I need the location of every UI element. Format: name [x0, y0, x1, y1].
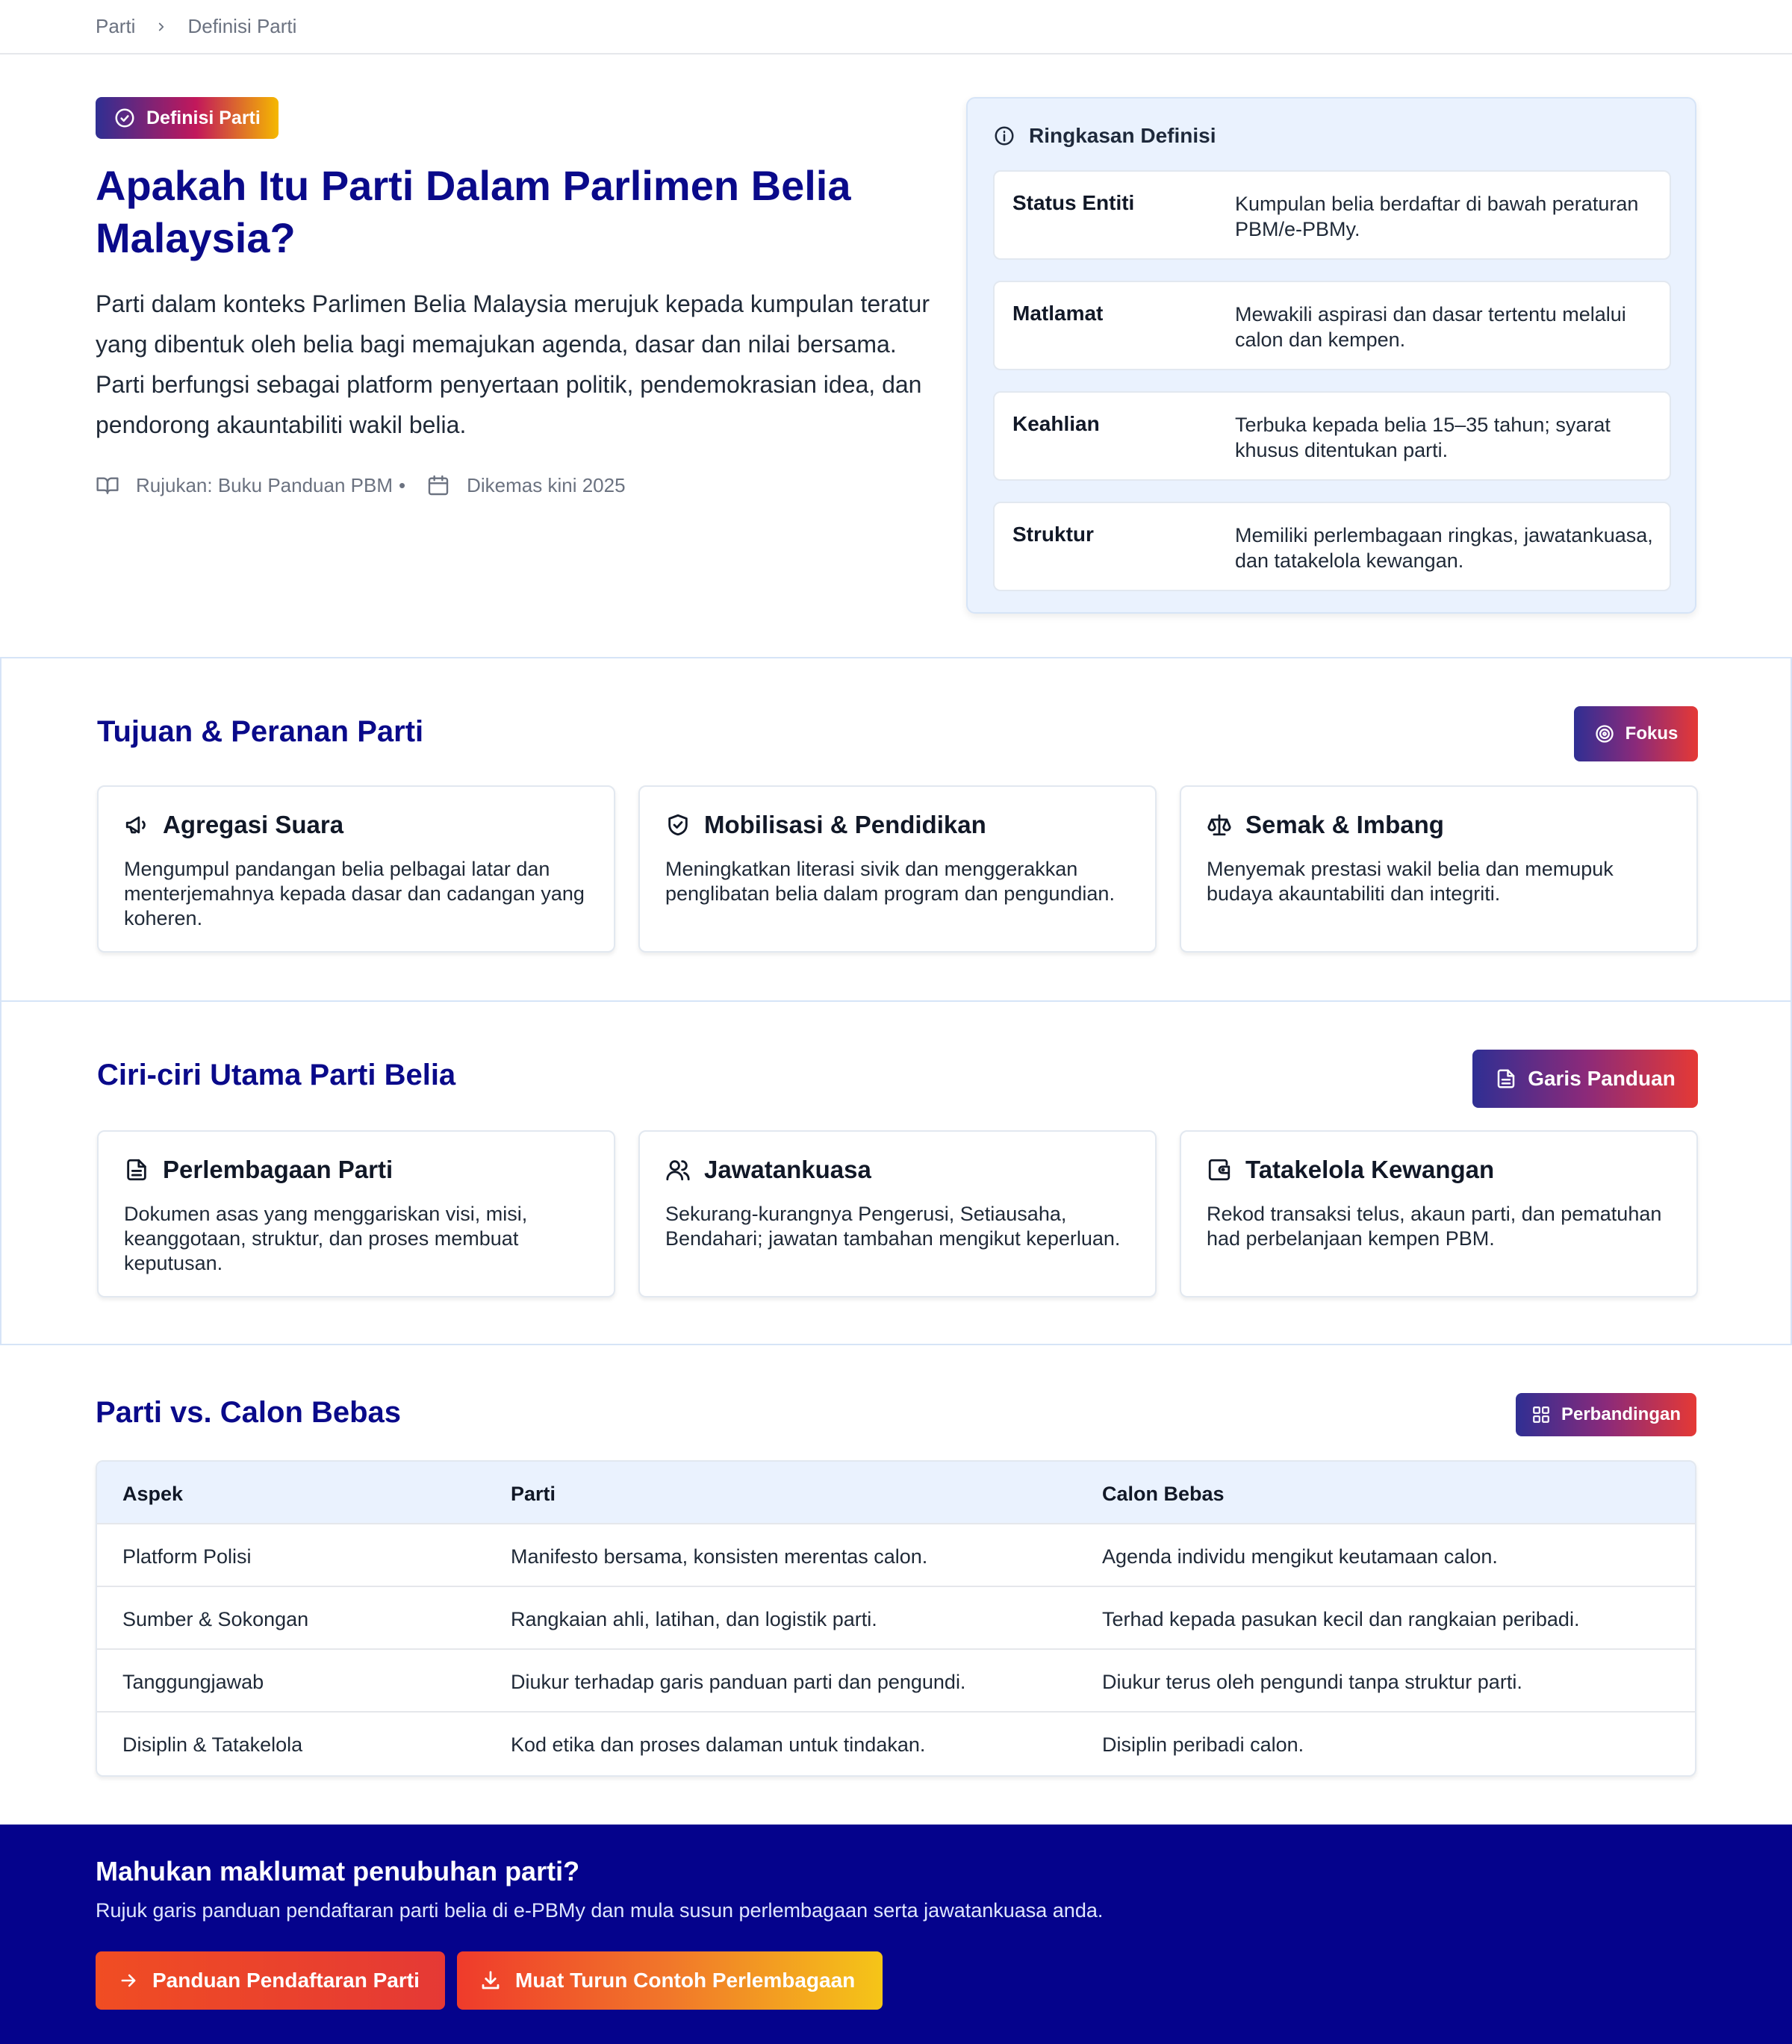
focus-badge — [1574, 706, 1698, 761]
badge-check-icon — [113, 107, 136, 129]
role-card-title: Agregasi Suara — [163, 811, 344, 838]
table-cell: Sumber & Sokongan — [122, 1608, 309, 1630]
comparison-badge — [1516, 1393, 1696, 1436]
page-title: Apakah Itu Parti Dalam Parlimen Belia Malaysia? — [96, 162, 851, 261]
summary-value: Kumpulan belia berdaftar di bawah peraturan PBM/e-PBMy. — [1235, 193, 1639, 240]
reference-text: Rujukan: Buku Panduan PBM — [136, 473, 393, 496]
feature-card-title: Perlembagaan Parti — [163, 1156, 393, 1183]
hero-description: Parti dalam konteks Parlimen Belia Malaysia merujuk kepada kumpulan teratur yang dibentuk oleh belia bagi memajukan agenda, dasar dan nilai bersama. Parti berfungsi sebagai platform penyertaan politik, pendemokrasian idea, dan pendorong akauntabiliti wakil belia. — [96, 290, 930, 438]
updated-text: Dikemas kini 2025 — [467, 473, 626, 496]
focus-badge-label: Fokus — [1625, 723, 1679, 744]
feature-card-title: Jawatankuasa — [704, 1156, 871, 1183]
role-card-title: Semak & Imbang — [1245, 811, 1444, 838]
table-header-cell: Calon Bebas — [1102, 1483, 1225, 1505]
scale-icon — [1207, 812, 1232, 838]
summary-row — [993, 281, 1671, 370]
summary-value: Mewakili aspirasi dan dasar tertentu melalui calon dan kempen. — [1235, 303, 1626, 351]
comparison-badge-label: Perbandingan — [1561, 1404, 1681, 1424]
download-icon — [479, 1969, 502, 1992]
summary-row — [993, 391, 1671, 481]
definition-badge — [96, 97, 279, 139]
table-row — [97, 1587, 1696, 1650]
feature-card — [1180, 1130, 1698, 1297]
arrow-right-icon — [118, 1970, 139, 1991]
table-cell: Kod etika dan proses dalaman untuk tindakan. — [511, 1733, 926, 1756]
feature-card-desc: Rekod transaksi telus, akaun parti, dan pematuhan had perbelanjaan kempen PBM. — [1207, 1203, 1662, 1250]
table-row — [97, 1524, 1696, 1587]
roles-title: Tujuan & Peranan Parti — [97, 715, 424, 748]
document-icon — [124, 1157, 149, 1183]
summary-key: Matlamat — [1012, 302, 1104, 325]
table-cell: Diukur terhadap garis panduan parti dan pengundi. — [511, 1671, 966, 1693]
book-open-icon — [96, 473, 119, 497]
guideline-badge — [1472, 1050, 1698, 1108]
summary-row — [993, 502, 1671, 591]
breadcrumb-root-link[interactable]: Parti — [96, 15, 136, 37]
table-row — [97, 1713, 1696, 1775]
feature-card — [638, 1130, 1157, 1297]
table-cell: Disiplin & Tatakelola — [122, 1733, 303, 1756]
calendar-icon — [426, 473, 450, 497]
roles-section — [0, 657, 1792, 1002]
document-icon — [1495, 1068, 1517, 1090]
table-header-cell: Parti — [511, 1483, 556, 1505]
target-icon — [1594, 723, 1615, 744]
table-cell: Rangkaian ahli, latihan, dan logistik parti. — [511, 1608, 877, 1630]
download-constitution-label: Muat Turun Contoh Perlembagaan — [515, 1969, 856, 1992]
cta-banner — [0, 1825, 1792, 2044]
megaphone-icon — [124, 812, 149, 838]
feature-card — [97, 1130, 615, 1297]
cta-description: Rujuk garis panduan pendaftaran parti belia di e-PBMy dan mula susun perlembagaan serta jawatankuasa anda. — [96, 1899, 1104, 1922]
breadcrumb-current: Definisi Parti — [187, 15, 297, 37]
table-cell: Terhad kepada pasukan kecil dan rangkaian peribadi. — [1102, 1608, 1580, 1630]
role-card — [638, 785, 1157, 953]
comparison-title: Parti vs. Calon Bebas — [96, 1396, 402, 1429]
definition-badge-label: Definisi Parti — [146, 107, 261, 128]
download-constitution-button[interactable] — [457, 1951, 883, 2010]
table-cell: Platform Polisi — [122, 1545, 252, 1568]
role-card-desc: Meningkatkan literasi sivik dan menggerakkan penglibatan belia dalam program dan pengundian. — [665, 858, 1115, 905]
role-card — [97, 785, 615, 953]
features-section — [0, 1000, 1792, 1345]
grid-icon — [1531, 1405, 1551, 1424]
role-card-desc: Menyemak prestasi wakil belia dan memupuk budaya akauntabiliti dan integriti. — [1207, 858, 1614, 905]
summary-key: Status Entiti — [1012, 191, 1135, 214]
chevron-right-icon — [155, 20, 168, 34]
summary-row — [993, 170, 1671, 260]
table-cell: Agenda individu mengikut keutamaan calon. — [1102, 1545, 1498, 1568]
summary-key: Struktur — [1012, 523, 1094, 546]
role-card-title: Mobilisasi & Pendidikan — [704, 811, 986, 838]
table-cell: Tanggungjawab — [122, 1671, 264, 1693]
feature-card-desc: Sekurang-kurangnya Pengerusi, Setiausaha, Bendahari; jawatan tambahan mengikut keperluan. — [665, 1203, 1121, 1250]
table-cell: Diukur terus oleh pengundi tanpa struktur parti. — [1102, 1671, 1522, 1693]
summary-header — [993, 124, 1216, 148]
info-icon — [993, 125, 1015, 147]
comparison-table — [96, 1460, 1696, 1777]
hero-meta — [96, 473, 626, 497]
breadcrumb — [0, 0, 1792, 54]
table-row — [97, 1650, 1696, 1713]
table-cell: Disiplin peribadi calon. — [1102, 1733, 1304, 1756]
role-card-desc: Mengumpul pandangan belia pelbagai latar dan menterjemahnya kepada dasar dan cadangan yang koheren. — [124, 858, 585, 929]
shield-check-icon — [665, 812, 691, 838]
table-header-cell: Aspek — [122, 1483, 184, 1505]
users-icon — [665, 1157, 691, 1183]
summary-key: Keahlian — [1012, 412, 1100, 435]
features-title: Ciri-ciri Utama Parti Belia — [97, 1059, 456, 1091]
summary-title: Ringkasan Definisi — [1029, 124, 1216, 147]
cta-title: Mahukan maklumat penubuhan parti? — [96, 1856, 580, 1886]
feature-card-title: Tatakelola Kewangan — [1245, 1156, 1495, 1183]
table-header-row — [97, 1462, 1696, 1524]
wallet-icon — [1207, 1157, 1232, 1183]
registration-guide-button[interactable] — [96, 1951, 445, 2010]
meta-separator: • — [399, 473, 406, 496]
summary-value: Memiliki perlembagaan ringkas, jawatankuasa, dan tatakelola kewangan. — [1235, 524, 1653, 572]
role-card — [1180, 785, 1698, 953]
guideline-badge-label: Garis Panduan — [1528, 1067, 1676, 1090]
summary-value: Terbuka kepada belia 15–35 tahun; syarat khusus ditentukan parti. — [1235, 414, 1611, 461]
registration-guide-label: Panduan Pendaftaran Parti — [152, 1969, 420, 1992]
summary-card — [966, 97, 1696, 614]
table-cell: Manifesto bersama, konsisten merentas calon. — [511, 1545, 928, 1568]
feature-card-desc: Dokumen asas yang menggariskan visi, misi, keanggotaan, struktur, dan proses membuat keputusan. — [124, 1203, 528, 1274]
